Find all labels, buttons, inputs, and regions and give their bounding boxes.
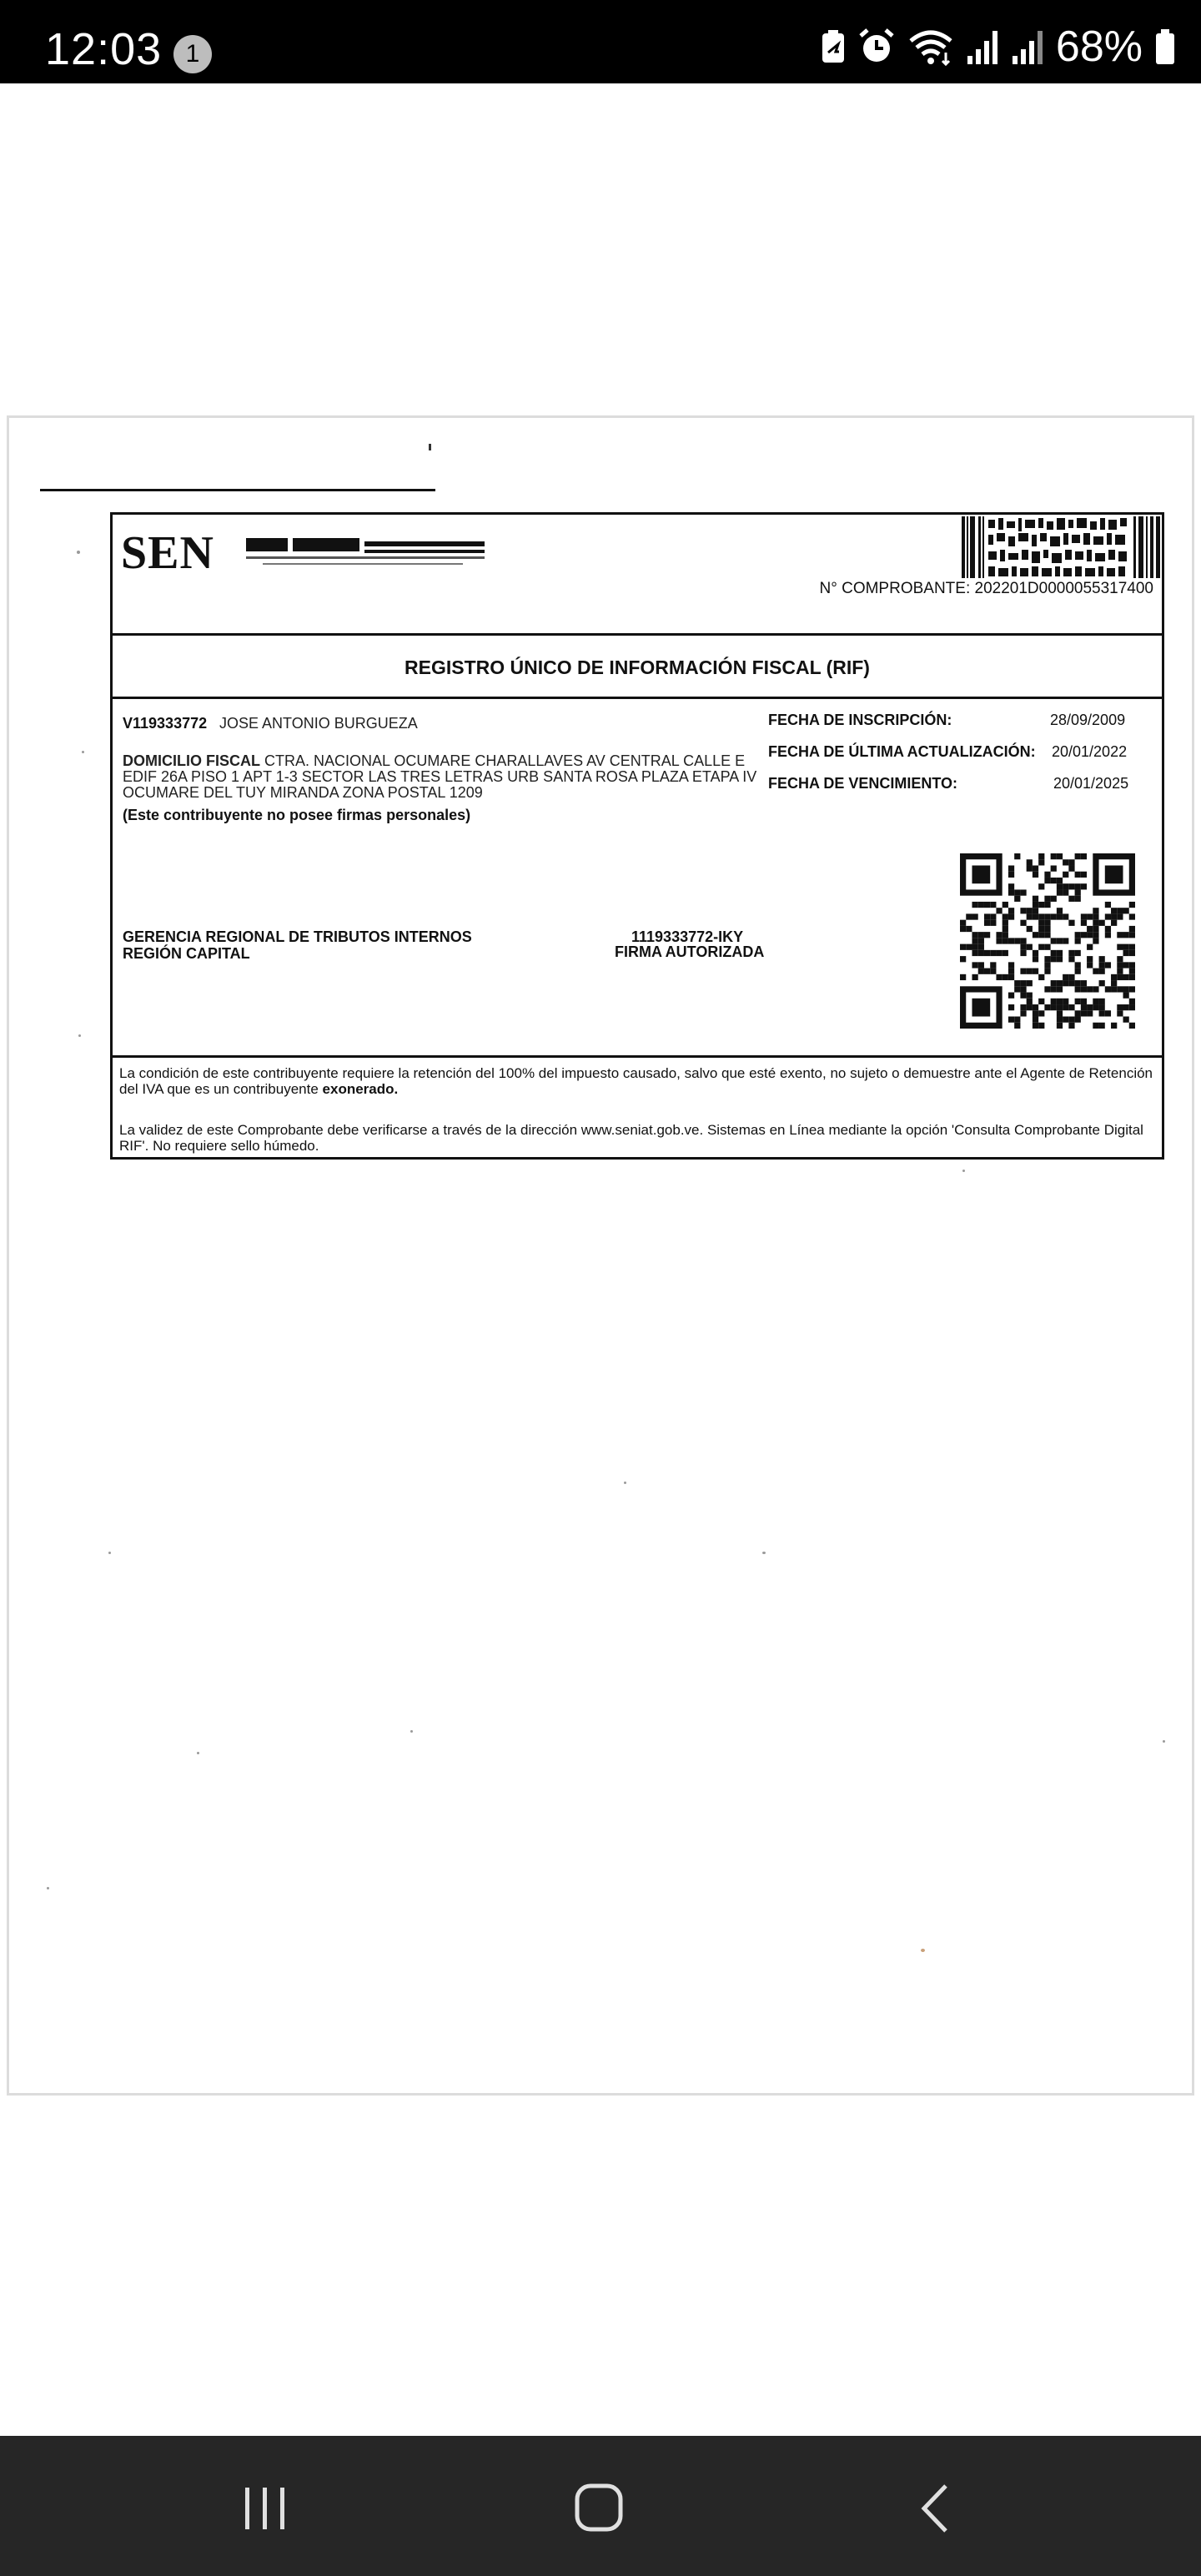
scan-speck	[78, 1034, 81, 1037]
status-bar	[0, 0, 1201, 83]
scan-speck	[921, 1949, 925, 1952]
no-signatures-note: (Este contribuyente no posee firmas personales)	[123, 807, 471, 823]
scan-speck	[410, 1730, 413, 1733]
battery-icon	[1154, 28, 1176, 65]
divider	[113, 697, 1162, 699]
fecha-actualizacion-label: FECHA DE ÚLTIMA ACTUALIZACIÓN:	[768, 743, 1036, 760]
seniat-logo: SEN	[121, 527, 214, 579]
battery-percent: 68%	[1055, 23, 1143, 71]
gerencia-line-1: GERENCIA REGIONAL DE TRIBUTOS INTERNOS	[123, 928, 472, 945]
scan-speck	[762, 1552, 766, 1554]
divider	[113, 633, 1162, 636]
scan-speck	[108, 1552, 111, 1554]
taxpayer-name: JOSE ANTONIO BURGUEZA	[219, 715, 418, 732]
rif-certificate	[110, 512, 1164, 1160]
seniat-logo-emblem	[246, 536, 485, 570]
gerencia-line-2: REGIÓN CAPITAL	[123, 945, 250, 962]
scan-speck	[77, 551, 80, 554]
fecha-inscripcion-label: FECHA DE INSCRIPCIÓN:	[768, 712, 952, 728]
qr-code	[960, 853, 1135, 1029]
alarm-icon	[857, 28, 896, 66]
scan-speck	[624, 1482, 626, 1484]
signal-icon-sim2	[1011, 28, 1044, 66]
firma-code: 1119333772-IKY	[631, 928, 744, 945]
rif-number: V119333772	[123, 715, 208, 732]
divider	[113, 1055, 1162, 1058]
scan-speck	[962, 1170, 965, 1172]
fecha-actualizacion-value: 20/01/2022	[1052, 743, 1128, 760]
handwritten-line	[40, 489, 435, 491]
firma-autorizada-label: FIRMA AUTORIZADA	[615, 943, 765, 960]
wifi-icon	[907, 28, 954, 66]
scan-speck	[47, 1887, 49, 1889]
scan-speck	[1163, 1740, 1165, 1743]
status-icons	[821, 23, 1176, 71]
validity-note: La validez de este Comprobante debe verificarse a través de la dirección www.seniat.gob.ve. Sistemas en Línea mediante la opción 'Consulta Comprobante Digital RIF'. No requiere sello húmedo.	[119, 1122, 1143, 1154]
fecha-vencimiento-label: FECHA DE VENCIMIENTO:	[768, 775, 958, 792]
notification-count-badge: 1	[173, 35, 212, 73]
pdf417-barcode	[962, 516, 1160, 578]
domicilio-fiscal	[123, 753, 765, 801]
document-title: REGISTRO ÚNICO DE INFORMACIÓN FISCAL (RIF)	[405, 657, 870, 678]
navigation-bar	[0, 2436, 1201, 2576]
fecha-vencimiento-value: 20/01/2025	[1053, 775, 1129, 792]
retention-note-text: La condición de este contribuyente requiere la retención del 100% del impuesto causado, salvo que esté exento, no sujeto o demuestre ante el Agente de Retención del IVA que es un contribuyente	[119, 1065, 1153, 1097]
scan-speck	[82, 751, 84, 753]
retention-note-exonerado: exonerado.	[322, 1081, 399, 1097]
retention-note	[119, 1065, 1160, 1097]
home-button[interactable]	[574, 2483, 626, 2534]
domicilio-label: DOMICILIO FISCAL	[123, 752, 260, 769]
back-button[interactable]	[917, 2483, 954, 2534]
recent-apps-button[interactable]	[240, 2483, 290, 2533]
battery-saver-icon	[821, 29, 846, 64]
scan-mark	[429, 444, 431, 450]
signal-icon-sim1	[966, 28, 999, 66]
comprobante-number: N° COMPROBANTE: 202201D0000055317400	[819, 580, 1153, 597]
fecha-inscripcion-value: 28/09/2009	[1050, 712, 1126, 728]
scan-speck	[197, 1752, 199, 1754]
domicilio-text: CTRA. NACIONAL OCUMARE CHARALLAVES AV CENTRAL CALLE E EDIF 26A PISO 1 APT 1-3 SECTOR LAS TRES LETRAS URB SANTA ROSA PLAZA ETAPA IV OCUMARE DEL TUY MIRANDA ZONA POSTAL 1209	[123, 752, 757, 801]
status-time: 12:03	[45, 24, 163, 74]
